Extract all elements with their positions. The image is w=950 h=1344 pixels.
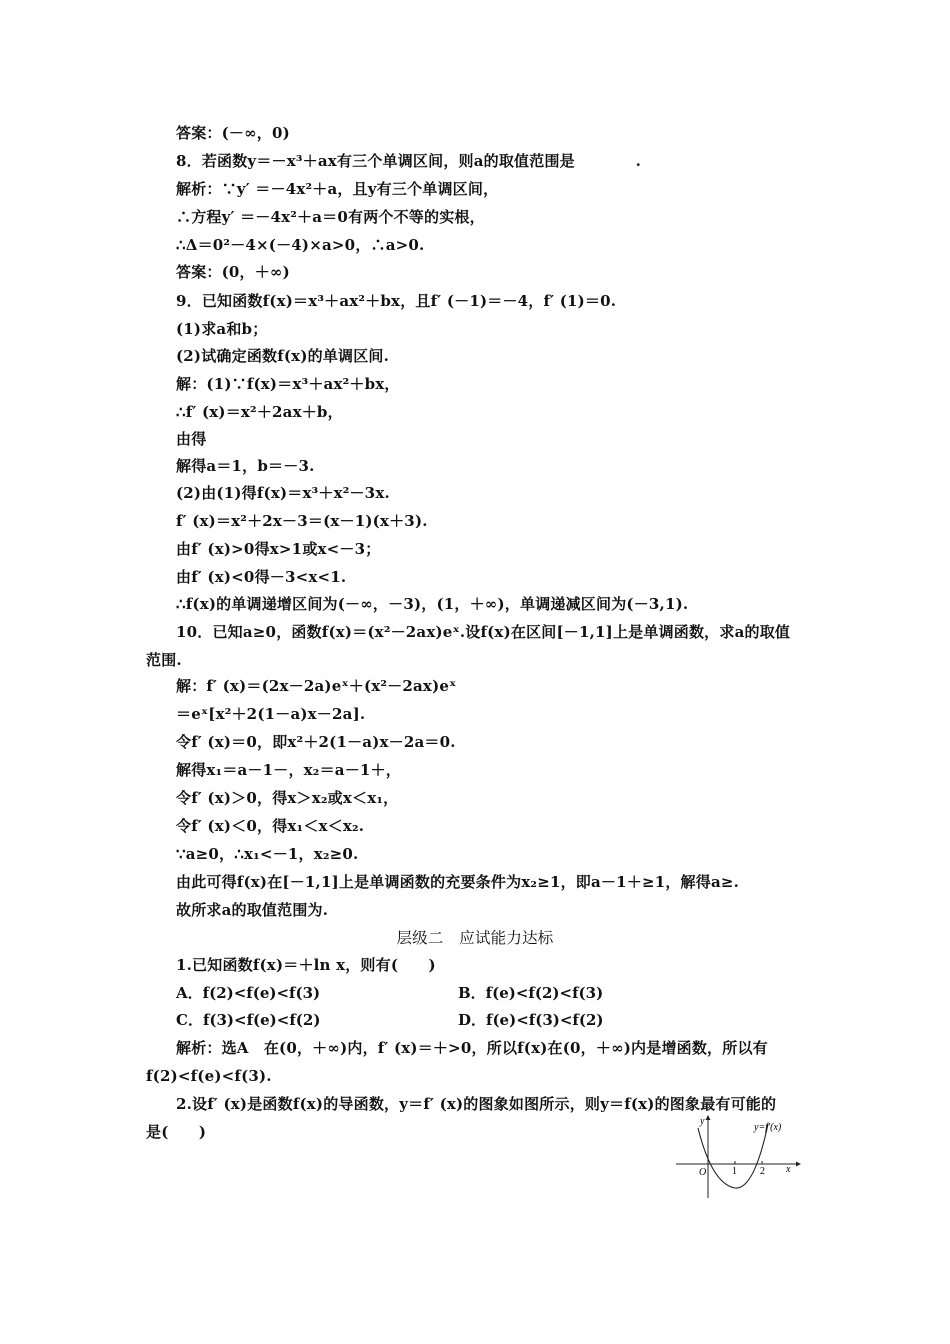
solution-line: 令f′ (x)＝0，即x²＋2(1－a)x－2a＝0. xyxy=(176,733,456,751)
x-axis-label: x xyxy=(786,1164,791,1175)
tick-2-label: 2 xyxy=(760,1166,765,1177)
curve-label: y=f′(x) xyxy=(754,1122,782,1133)
analysis-line: ∴Δ＝0²－4×(－4)×a>0，∴a>0. xyxy=(176,236,425,254)
solution-line: ∴f′ (x)＝x²＋2ax＋b， xyxy=(176,403,343,421)
analysis-line: 解析：∵y′ ＝－4x²＋a，且y有三个单调区间， xyxy=(176,180,499,198)
sub-question: (2)试确定函数f(x)的单调区间. xyxy=(176,347,390,365)
solution-line: 解：f′ (x)＝(2x－2a)eˣ＋(x²－2ax)eˣ xyxy=(176,677,457,695)
option-c: C．f(3)<f(e)<f(2) xyxy=(176,1011,321,1029)
option-a: A．f(2)<f(e)<f(3) xyxy=(176,984,321,1002)
question-10-cont: 范围. xyxy=(146,651,182,669)
analysis-line: 解析：选A 在(0，＋∞)内，f′ (x)＝＋>0，所以f(x)在(0，＋∞)内是增函数，所以有 xyxy=(176,1039,768,1057)
option-b: B．f(e)<f(2)<f(3) xyxy=(458,984,604,1002)
analysis-line: ∴方程y′ ＝－4x²＋a＝0有两个不等的实根， xyxy=(176,208,485,226)
solution-line: 由此可得f(x)在[－1,1]上是单调函数的充要条件为x₂≥1，即a－1＋≥1，解得a≥. xyxy=(176,873,740,891)
question-8: 8．若函数y＝－x³＋ax有三个单调区间，则a的取值范围是 . xyxy=(176,152,642,170)
y-axis-label: y xyxy=(700,1116,705,1127)
question-1: 1.已知函数f(x)＝＋ln x，则有( ) xyxy=(176,956,436,974)
solution-line: 由f′ (x)<0得－3<x<1. xyxy=(176,568,347,586)
option-d: D．f(e)<f(3)<f(2) xyxy=(458,1011,604,1029)
question-10: 10．已知a≥0，函数f(x)＝(x²－2ax)eˣ.设f(x)在区间[－1,1]上是单调函数，求a的取值 xyxy=(176,623,791,641)
solution-line: 由得 xyxy=(176,430,207,448)
solution-line: 解：(1)∵f(x)＝x³＋ax²＋bx， xyxy=(176,375,400,393)
solution-line: (2)由(1)得f(x)＝x³＋x²－3x. xyxy=(176,484,390,502)
solution-line: ＝eˣ[x²＋2(1－a)x－2a]. xyxy=(176,705,366,723)
solution-line: f′ (x)＝x²＋2x－3＝(x－1)(x＋3). xyxy=(176,512,428,530)
sub-question: (1)求a和b； xyxy=(176,320,268,338)
origin-label: O xyxy=(699,1167,707,1178)
question-9: 9．已知函数f(x)＝x³＋ax²＋bx，且f′ (－1)＝－4，f′ (1)＝0. xyxy=(176,292,617,310)
solution-line: 由f′ (x)>0得x>1或x<－3； xyxy=(176,540,381,558)
solution-line: 解得x₁＝a－1－，x₂＝a－1＋， xyxy=(176,761,401,779)
y-axis-arrow xyxy=(706,1115,711,1120)
solution-line: 解得a＝1，b＝－3. xyxy=(176,457,315,475)
tick-1-label: 1 xyxy=(732,1166,737,1177)
answer-line: 答案：(－∞，0) xyxy=(176,124,290,142)
analysis-line-cont: f(2)<f(e)<f(3). xyxy=(146,1067,272,1085)
question-2-cont: 是( ) xyxy=(146,1123,207,1141)
solution-line: 令f′ (x)＜0，得x₁＜x＜x₂. xyxy=(176,817,365,835)
section-heading: 层级二 应试能力达标 xyxy=(396,929,554,947)
solution-line: ∵a≥0，∴x₁<－1，x₂≥0. xyxy=(176,845,359,863)
solution-line: 故所求a的取值范围为. xyxy=(176,901,329,919)
solution-line: 令f′ (x)＞0，得x＞x₂或x＜x₁， xyxy=(176,789,399,807)
answer-line: 答案：(0，＋∞) xyxy=(176,263,290,281)
x-axis-arrow xyxy=(796,1162,801,1167)
question-2: 2.设f′ (x)是函数f(x)的导函数，y＝f′ (x)的图象如图所示，则y＝f(x)的图象最有可能的 xyxy=(176,1095,777,1113)
derivative-graph xyxy=(672,1114,802,1200)
solution-line: ∴f(x)的单调递增区间为(－∞，－3)，(1，＋∞)，单调递减区间为(－3,1). xyxy=(176,595,689,613)
